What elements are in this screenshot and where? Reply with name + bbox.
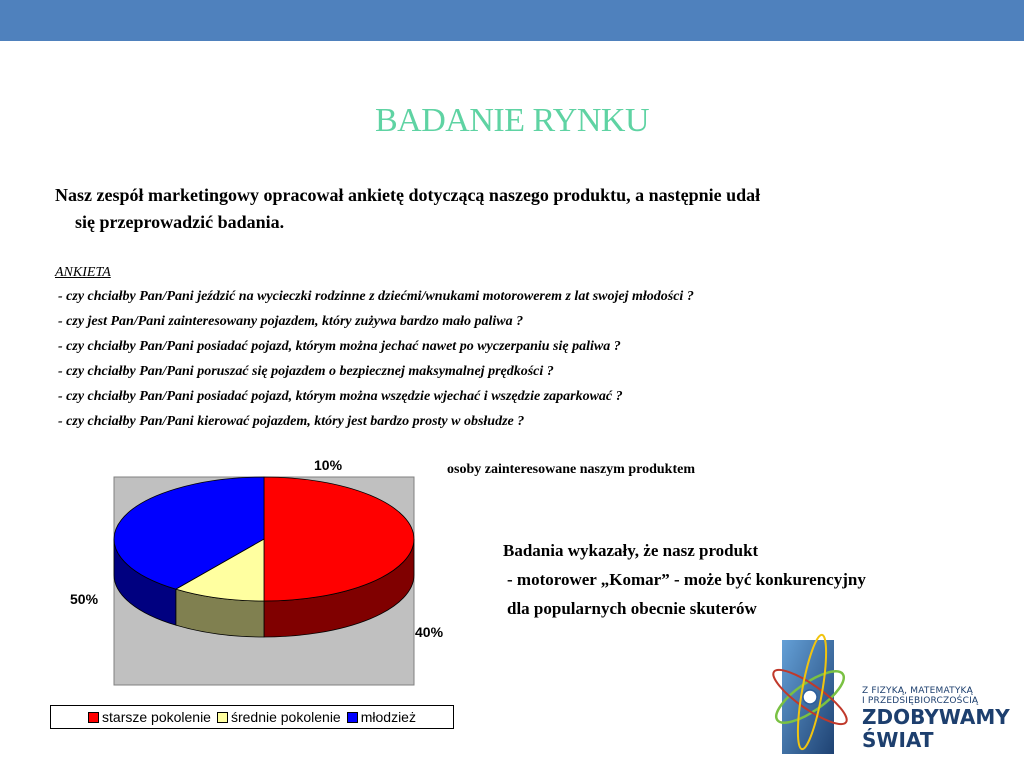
legend-item-mlodziez (347, 709, 416, 725)
legend-swatch-srednie (217, 712, 228, 723)
survey-question-2: - czy jest Pan/Pani zainteresowany pojazdem, który zużywa bardzo mało paliwa ? (58, 314, 524, 329)
pie-label-srednie: 10% (314, 457, 343, 473)
survey-heading: ANKIETA (55, 265, 111, 280)
result-line-2: - motorower „Komar” - może być konkurencyjny (507, 570, 866, 589)
legend-item-srednie (217, 709, 341, 725)
slide-title: BADANIE RYNKU (375, 102, 649, 139)
pie-label-starsze: 50% (70, 591, 99, 607)
logo-line-4: ŚWIAT (862, 728, 934, 752)
legend-swatch-mlodziez (347, 712, 358, 723)
logo-line-3: ZDOBYWAMY (862, 705, 1010, 729)
intro-line-1: Nasz zespół marketingowy opracował ankietę dotyczącą naszego produktu, a następnie udał (55, 185, 761, 205)
pie-chart-svg (46, 452, 456, 702)
chart-title: osoby zainteresowane naszym produktem (447, 462, 695, 477)
intro-line-2: się przeprowadzić badania. (75, 212, 285, 232)
result-line-3: dla popularnych obecnie skuterów (507, 599, 757, 618)
result-line-1: Badania wykazały, że nasz produkt (503, 541, 759, 560)
survey-question-1: - czy chciałby Pan/Pani jeździć na wycieczki rodzinne z dziećmi/wnukami motorowerem z lat swojej młodości ? (58, 289, 694, 304)
legend-label-starsze: starsze pokolenie (102, 709, 211, 725)
pie-label-mlodziez: 40% (415, 624, 444, 640)
result-text (503, 536, 866, 623)
intro-text (55, 182, 960, 236)
logo-line-2: I PRZEDSIĘBIORCZOŚCIĄ (862, 696, 979, 706)
pie-chart (46, 452, 456, 732)
legend-label-mlodziez: młodzież (360, 709, 416, 725)
survey-question-6: - czy chciałby Pan/Pani kierować pojazdem, który jest bardzo prosty w obsłudze ? (58, 414, 525, 429)
survey-question-4: - czy chciałby Pan/Pani poruszać się pojazdem o bezpiecznej maksymalnej prędkości ? (58, 364, 554, 379)
legend-label-srednie: średnie pokolenie (230, 709, 341, 725)
survey-question-3: - czy chciałby Pan/Pani posiadać pojazd, którym można jechać nawet po wyczerpaniu się paliwa ? (58, 339, 621, 354)
legend-item-starsze (88, 709, 211, 725)
logo-text (862, 686, 1010, 752)
chart-legend (50, 705, 454, 729)
top-bar (0, 0, 1024, 41)
logo-line-1: Z FIZYKĄ, MATEMATYKĄ (862, 686, 973, 696)
legend-swatch-starsze (88, 712, 99, 723)
survey-question-5: - czy chciałby Pan/Pani posiadać pojazd, którym można wszędzie wjechać i wszędzie zaparkować ? (58, 389, 623, 404)
survey (55, 265, 955, 434)
